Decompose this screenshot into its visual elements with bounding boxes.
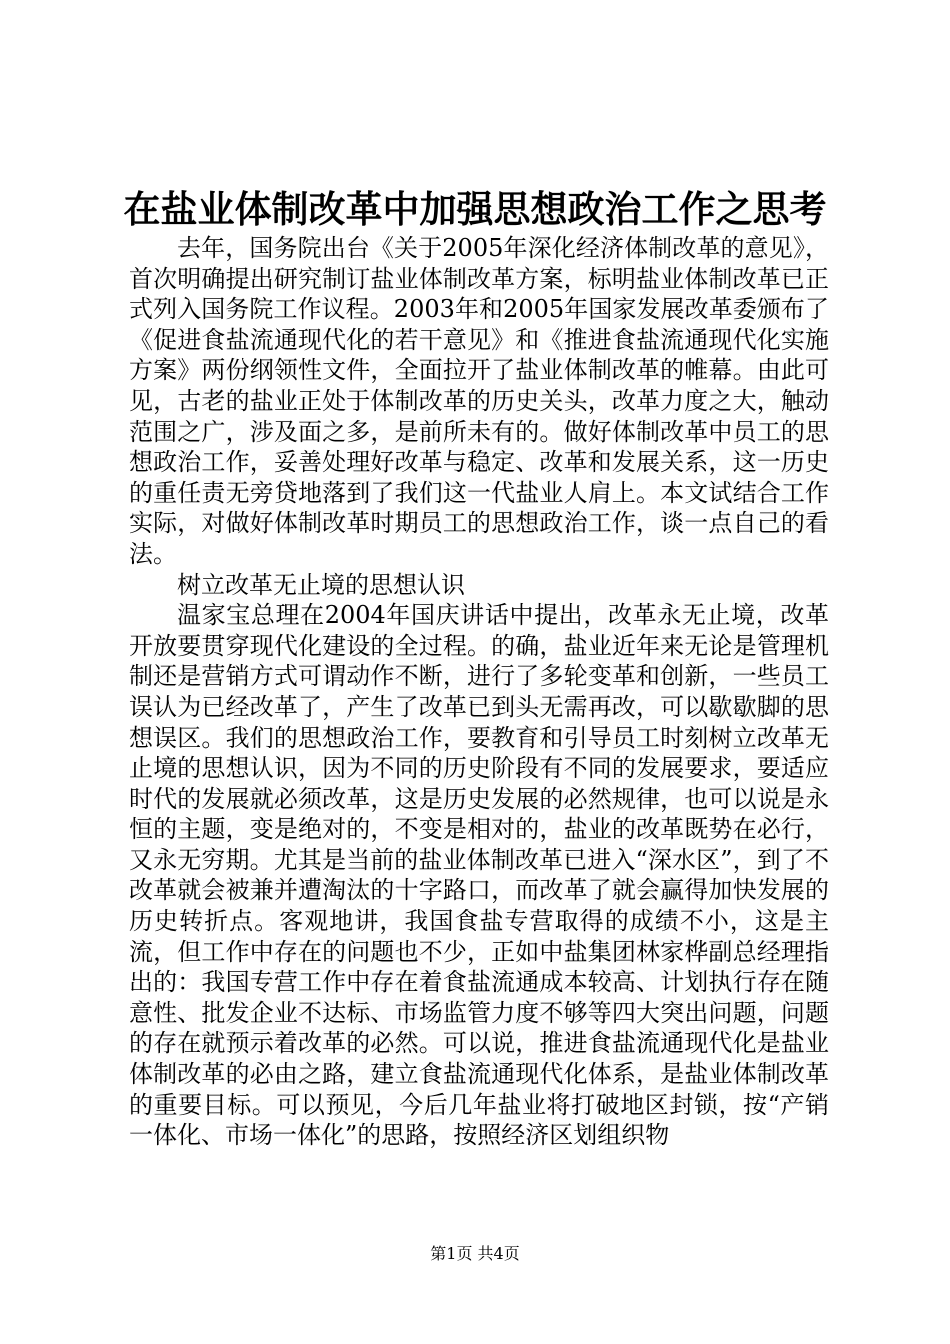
intro-paragraph: 去年，国务院出台《关于2005年深化经济体制改革的意见》，首次明确提出研究制订盐业体制改革方案，标明盐业体制改革已正式列入国务院工作议程。2003年和2005年国家发展改革委颁布了《促进食盐流通现代化的若干意见》和《推进食盐流通现代化实施方案》两份纲领性文件，全面拉开了盐业体制改革的帷幕。由此可见，古老的盐业正处于体制改革的历史关头，改革力度之大，触动范围之广，涉及面之多，是前所未有的。做好体制改革中员工的思想政治工作，妥善处理好改革与稳定、改革和发展关系，这一历史的重任责无旁贷地落到了我们这一代盐业人肩上。本文试结合工作实际，对做好体制改革时期员工的思想政治工作，谈一点自己的看法。 xyxy=(129,234,829,568)
page-number-footer: 第1页 共4页 xyxy=(430,1244,520,1263)
section-heading: 树立改革无止境的思想认识 xyxy=(177,570,465,599)
document-body xyxy=(129,233,829,1151)
section-paragraph: 温家宝总理在2004年国庆讲话中提出，改革永无止境，改革开放要贯穿现代化建设的全过程。的确，盐业近年来无论是管理机制还是营销方式可谓动作不断，进行了多轮变革和创新，一些员工误认为已经改革了，产生了改革已到头无需再改，可以歇歇脚的思想误区。我们的思想政治工作，要教育和引导员工时刻树立改革无止境的思想认识，因为不同的历史阶段有不同的发展要求，要适应时代的发展就必须改革，这是历史发展的必然规律，也可以说是永恒的主题，变是绝对的，不变是相对的，盐业的改革既势在必行，又永无穷期。尤其是当前的盐业体制改革已进入“深水区”，到了不改革就会被兼并遭淘汰的十字路口，而改革了就会赢得加快发展的历史转折点。客观地讲，我国食盐专营取得的成绩不小，这是主流，但工作中存在的问题也不少，正如中盐集团林家桦副总经理指出的：我国专营工作中存在着食盐流通成本较高、计划执行存在随意性、批发企业不达标、市场监管力度不够等四大突出问题，问题的存在就预示着改革的必然。可以说，推进食盐流通现代化是盐业体制改革的必由之路，建立食盐流通现代化体系，是盐业体制改革的重要目标。可以预见，今后几年盐业将打破地区封锁，按“产销一体化、市场一体化”的思路，按照经济区划组织物 xyxy=(129,601,829,1150)
document-title: 在盐业体制改革中加强思想政治工作之思考 xyxy=(123,187,827,231)
